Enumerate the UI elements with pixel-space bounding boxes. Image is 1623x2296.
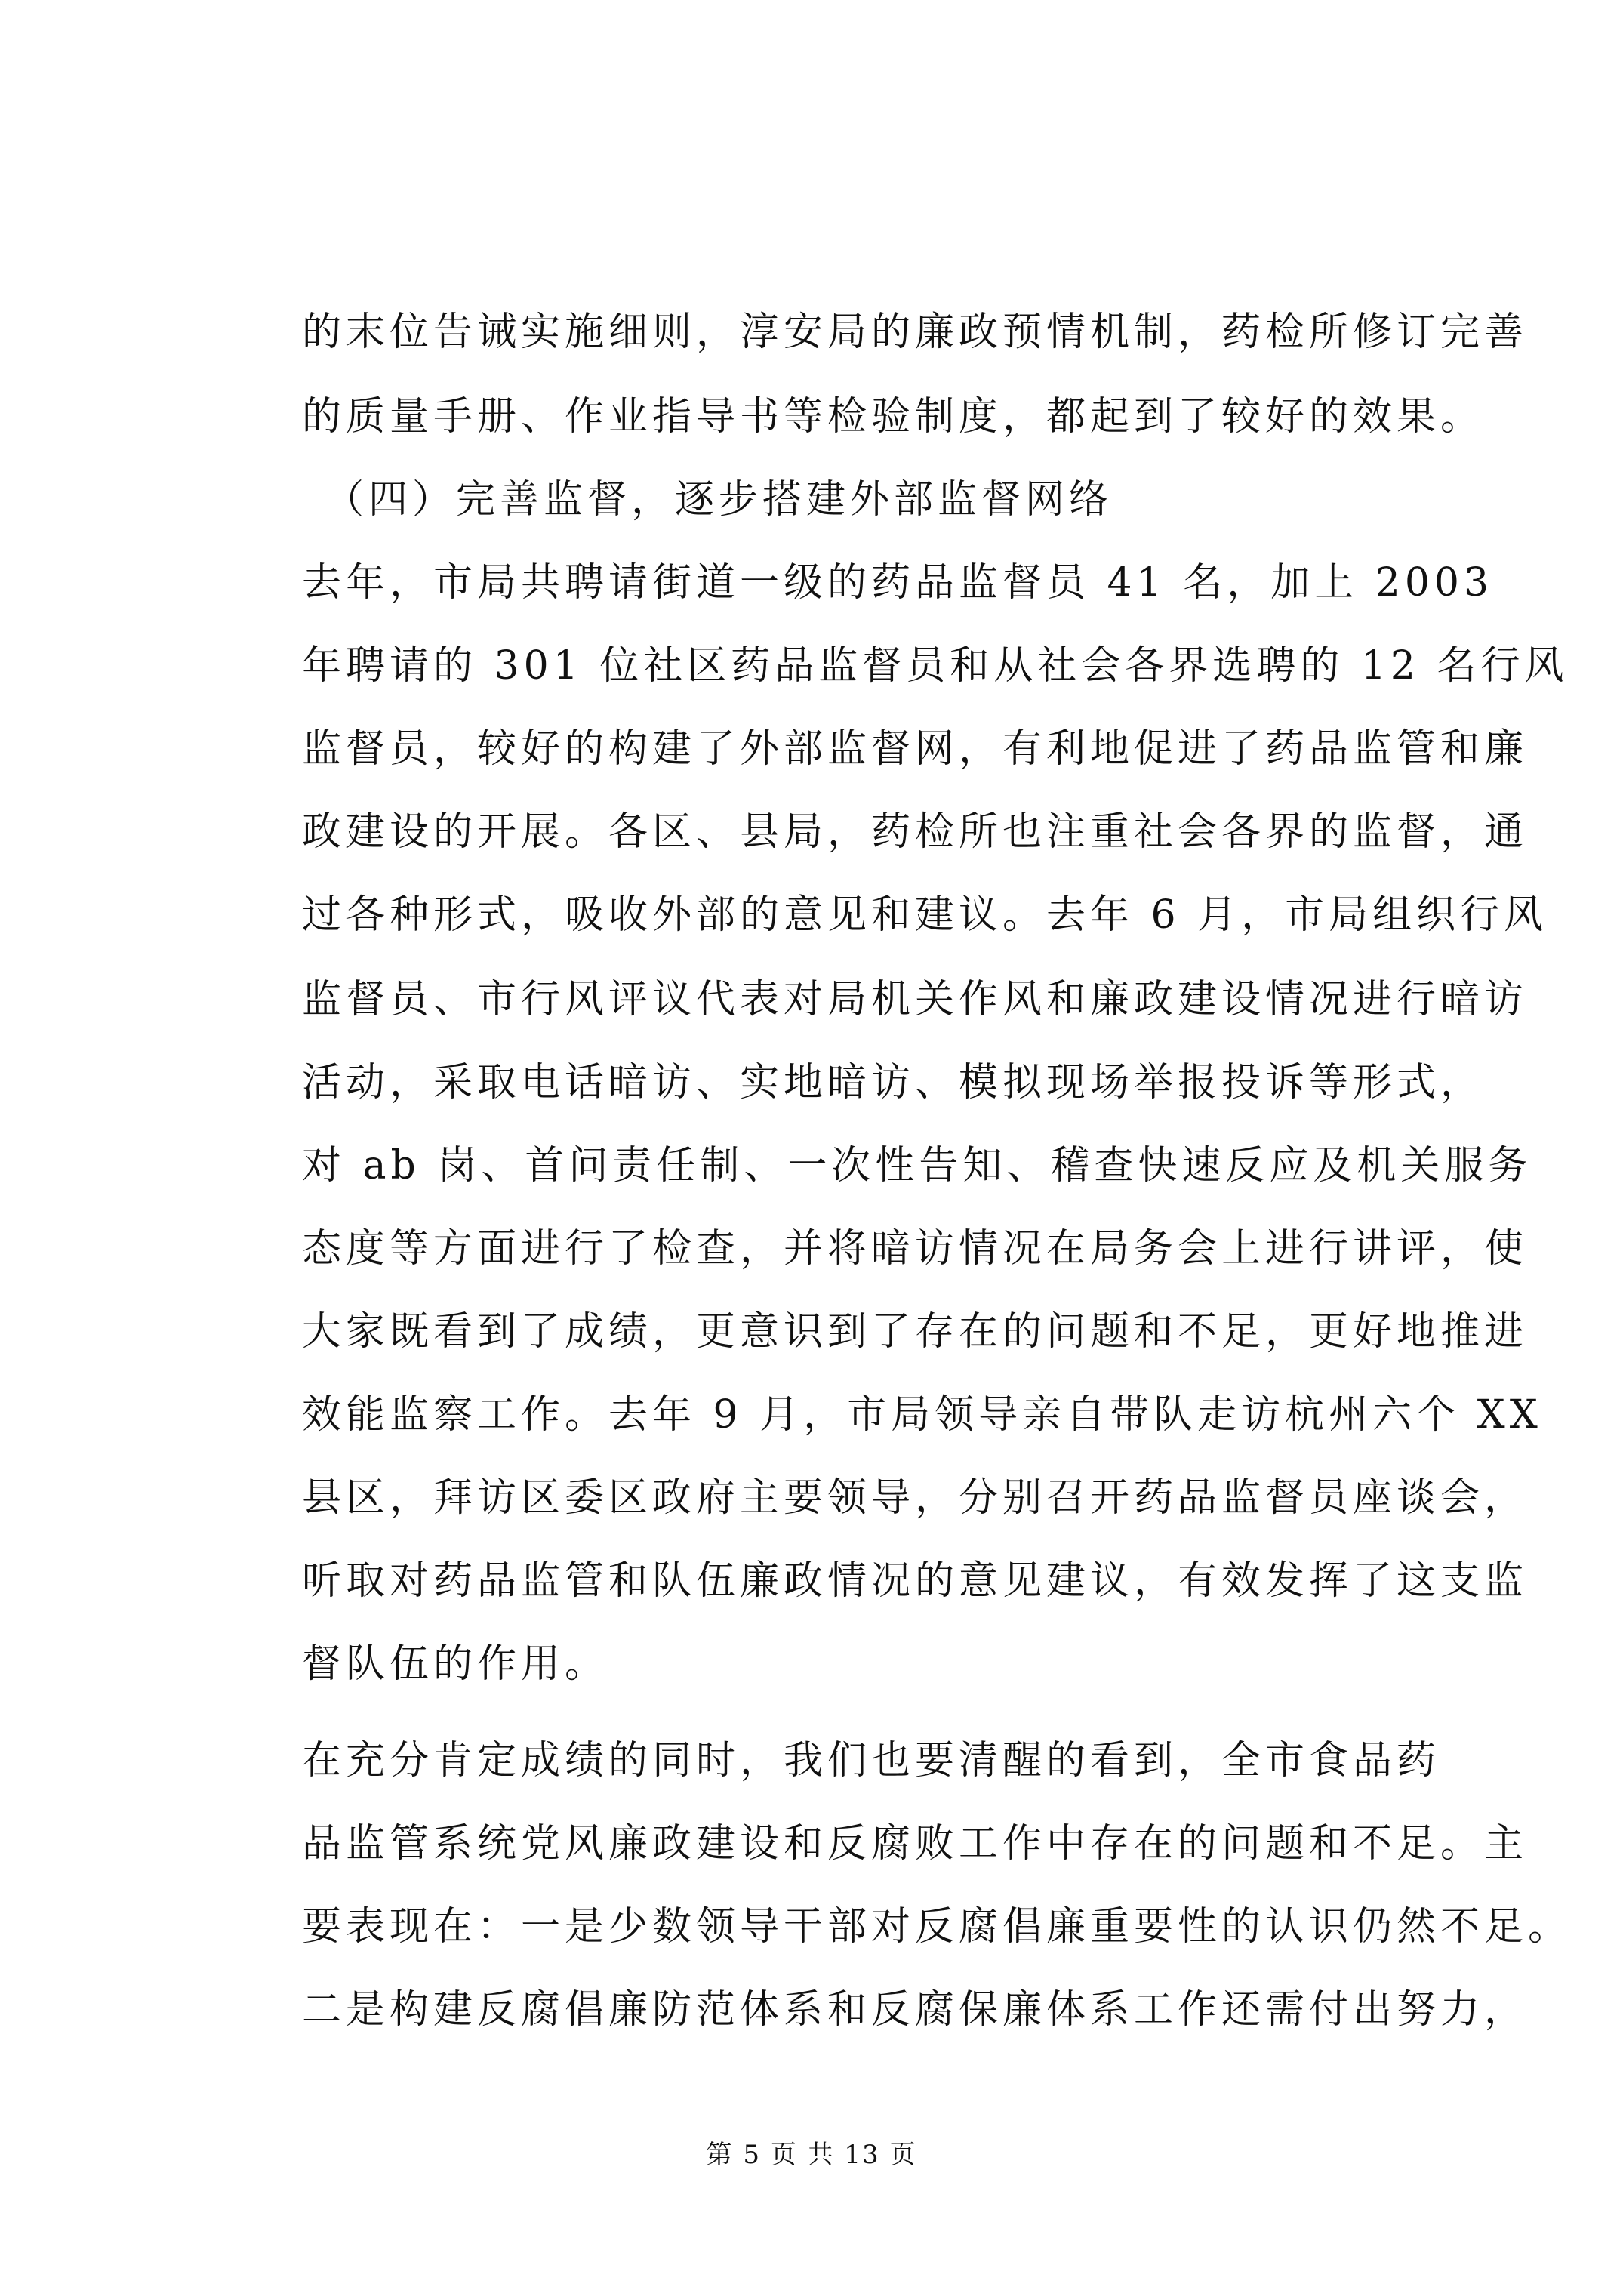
body-text-line: 监督员、市行风评议代表对局机关作风和廉政建设情况进行暗访 [302, 977, 1529, 1022]
body-text-line: 对 ab 岗、首问责任制、一次性告知、稽查快速反应及机关服务 [302, 1143, 1532, 1188]
section-heading: （四）完善监督，逐步搭建外部监督网络 [325, 477, 1113, 522]
body-text-line: 活动，采取电话暗访、实地暗访、模拟现场举报投诉等形式， [302, 1060, 1485, 1105]
body-text-line: 去年，市局共聘请街道一级的药品监督员 41 名，加上 2003 [302, 560, 1494, 606]
body-text-line: 政建设的开展。各区、县局，药检所也注重社会各界的监督，通 [302, 809, 1529, 855]
body-text-line: 督队伍的作用。 [302, 1641, 609, 1687]
body-text-line: 监督员，较好的构建了外部监督网，有利地促进了药品监管和廉 [302, 726, 1529, 772]
body-text-line: 县区，拜访区委区政府主要领导，分别召开药品监督员座谈会， [302, 1475, 1529, 1521]
body-text-line: 的质量手册、作业指导书等检验制度，都起到了较好的效果。 [302, 394, 1485, 439]
body-text-line: 大家既看到了成绩，更意识到了存在的问题和不足，更好地推进 [302, 1309, 1529, 1354]
body-text-line: 年聘请的 301 位社区药品监督员和从社会各界选聘的 12 名行风 [302, 643, 1569, 689]
body-text-line: 要表现在：一是少数领导干部对反腐倡廉重要性的认识仍然不足。 [302, 1904, 1572, 1949]
body-text-line: 听取对药品监管和队伍廉政情况的意见建议，有效发挥了这支监 [302, 1558, 1529, 1604]
body-text-line: 二是构建反腐倡廉防范体系和反腐保廉体系工作还需付出努力， [302, 1987, 1529, 2032]
body-text-line: 的末位告诫实施细则，淳安局的廉政预情机制，药检所修订完善 [302, 310, 1529, 355]
body-text-line: 在充分肯定成绩的同时，我们也要清醒的看到，全市食品药 [302, 1738, 1441, 1783]
body-text-line: 过各种形式，吸收外部的意见和建议。去年 6 月，市局组织行风 [302, 892, 1548, 938]
body-text-line: 品监管系统党风廉政建设和反腐败工作中存在的问题和不足。主 [302, 1821, 1529, 1866]
body-text-line: 态度等方面进行了检查，并将暗访情况在局务会上进行讲评，使 [302, 1226, 1529, 1271]
page-footer: 第 5 页 共 13 页 [706, 2140, 917, 2170]
body-text-line: 效能监察工作。去年 9 月，市局领导亲自带队走访杭州六个 XX [302, 1392, 1542, 1438]
